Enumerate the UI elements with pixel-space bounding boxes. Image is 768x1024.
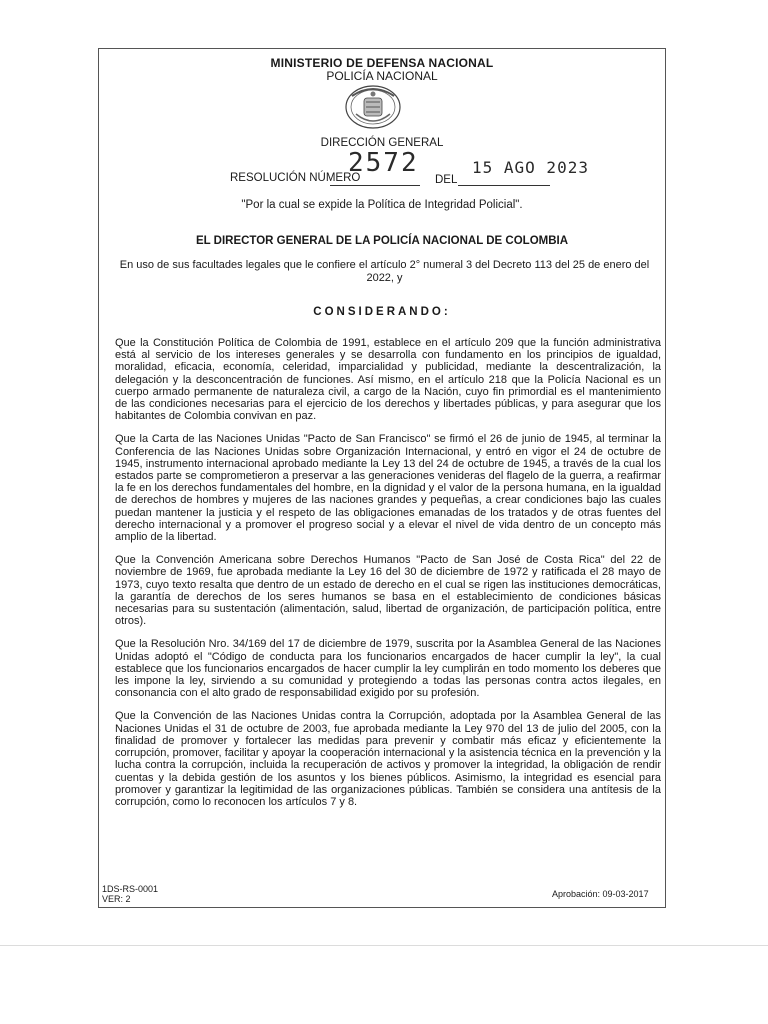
resolution-subject: "Por la cual se expide la Política de Integridad Policial". (241, 199, 523, 211)
considerando-heading: CONSIDERANDO: (313, 306, 451, 318)
paragraph: Que la Constitución Política de Colombia de 1991, establece en el artículo 209 que la función administrativa está al servicio de los intereses generales y se desarrolla con fundamento en los principios de igualdad, moralidad, eficacia, economía, celeridad, imparcialidad y publicidad, mediante la descentralización, la delegación y la desconcentración de funciones. Así mismo, en el artículo 218 que la Policía Nacional es un cuerpo armado permanente de naturaleza civil, a cargo de la Nación, cuyo fin primordial es el mantenimiento de las condiciones necesarias para el ejercicio de los derechos y libertades públicas, y para asegurar que los habitantes de Colombia convivan en paz. (115, 337, 661, 423)
resolution-line (230, 150, 590, 190)
footer-code-block (102, 884, 158, 904)
form-code: 1DS-RS-0001 (102, 884, 159, 894)
approval-date: Aprobación: 09-03-2017 (552, 889, 649, 899)
paragraph: Que la Carta de las Naciones Unidas "Pacto de San Francisco" se firmó el 26 de junio de 1945, al terminar la Conferencia de las Naciones Unidas sobre Organización Internacional, y entró en vigor el 24 de octubre de 1945, instrumento internacional aprobado mediante la Ley 13 del 24 de octubre de 1945, a través de la cual los estados parte se comprometieron a preservar a las generaciones venideras del flagelo de la guerra, a reafirmar la fe en los derechos fundamentales del hombre, en la dignidad y el valor de la persona humana, en la igualdad de derechos de hombres y mujeres de las naciones grandes y pequeñas, a crear condiciones bajo las cuales puedan mantener la justicia y el respeto de las obligaciones emanadas de los tratados y de otras fuentes del derecho internacional y a promover el progreso social y a elevar el nivel de vida dentro de un concepto más amplio de la libertad. (115, 433, 661, 544)
form-version: VER: 2 (102, 894, 131, 904)
date-label: DEL (435, 174, 458, 186)
resolution-label: RESOLUCIÓN NÚMERO (230, 172, 361, 184)
police-heading: POLICÍA NACIONAL (326, 69, 438, 83)
director-title: EL DIRECTOR GENERAL DE LA POLICÍA NACIONAL DE COLOMBIA (195, 235, 569, 247)
resolution-number-blank (330, 185, 420, 186)
paragraph: Que la Convención de las Naciones Unidas contra la Corrupción, adoptada por la Asamblea General de las Naciones Unidas el 31 de octubre de 2003, fue aprobada mediante la Ley 970 del 13 de julio del 2005, con la finalidad de promover y fortalecer las medidas para prevenir y combatir más eficaz y eficientemente la corrupción, promover, facilitar y apoyar la cooperación internacional y la asistencia técnica en la prevención y la lucha contra la corrupción, incluida la recuperación de activos y promover la integridad, la obligación de rendir cuentas y la debida gestión de los asuntos y los bienes públicos. Asimismo, la integridad es esencial para promover y garantizar la legitimidad de las organizaciones públicas. También se considera una antítesis de la corrupción, como lo reconocen los artículos 7 y 8. (115, 710, 661, 808)
date-blank (458, 185, 550, 186)
resolution-date: 15 AGO 2023 (472, 158, 589, 177)
police-seal-icon (344, 84, 402, 130)
scan-edge-divider (0, 945, 768, 946)
document-body (115, 337, 661, 819)
intro-text: En uso de sus facultades legales que le confiere el artículo 2° numeral 3 del Decreto 113 del 25 de enero del 2022, y (119, 259, 650, 284)
paragraph: Que la Convención Americana sobre Derechos Humanos "Pacto de San José de Costa Rica" del 22 de noviembre de 1969, fue aprobada mediante la Ley 16 del 30 de diciembre de 1972 y ratificada el 28 mayo de 1973, cuyo texto resalta que dentro de un estado de derecho en el cual se rigen las instituciones democráticas, la garantía de derechos de los seres humanos se basa en el establecimiento de condiciones básicas necesarias para su sustentación (alimentación, salud, libertad de organización, de participación política, entre otros). (115, 554, 661, 628)
ministry-heading: MINISTERIO DE DEFENSA NACIONAL (270, 56, 494, 70)
direction-heading: DIRECCIÓN GENERAL (320, 137, 444, 149)
paragraph: Que la Resolución Nro. 34/169 del 17 de diciembre de 1979, suscrita por la Asamblea General de las Naciones Unidas adoptó el "Código de conducta para los funcionarios encargados de hacer cumplir la ley", la cual establece que los funcionarios encargados de hacer cumplir la ley cumplirán en todo momento los deberes que les impone la ley, sirviendo a su comunidad y protegiendo a todas las personas contra actos ilegales, en consonancia con el alto grado de responsabilidad exigido por su profesión. (115, 638, 661, 700)
resolution-number: 2572 (348, 148, 419, 178)
